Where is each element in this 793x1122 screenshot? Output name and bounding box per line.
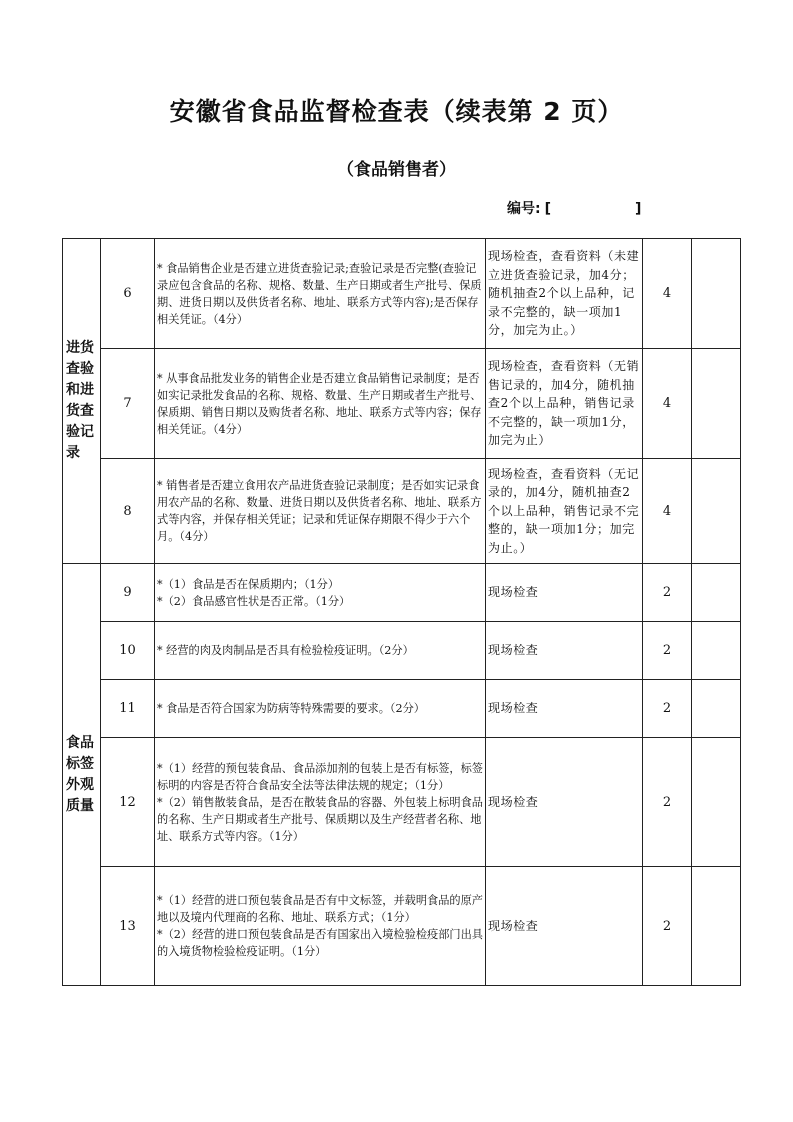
item-content: * 销售者是否建立食用农产品进货查验记录制度；是否如实记录食用农产品的名称、数量、进货日期以及供货者名称、地址、联系方式等内容，并保存相关凭证；记录和凭证保存期限不得少于六个月。（4分）: [155, 459, 486, 564]
deduction-cell[interactable]: [692, 564, 741, 622]
page-subtitle: （食品销售者）: [337, 160, 456, 180]
deduction-cell[interactable]: [692, 867, 741, 986]
page-title: 安徽省食品监督检查表（续表第 2 页）: [169, 97, 624, 126]
item-score: 4: [643, 239, 692, 349]
item-number: 9: [101, 564, 155, 622]
check-method: 现场检查: [486, 738, 643, 867]
item-content: *（1）经营的预包装食品、食品添加剂的包装上是否有标签，标签标明的内容是否符合食品安全法等法律法规的规定；（1分） *（2）销售散装食品，是否在散装食品的容器、外包装上标明食品的名称、生产日期或者生产批号、保质期以及生产经营者名称、地址、联系方式等内容。（1分）: [155, 738, 486, 867]
item-content: *（1）经营的进口预包装食品是否有中文标签，并载明食品的原产地以及境内代理商的名称、地址、联系方式；（1分） *（2）经营的进口预包装食品是否有国家出入境检验检疫部门出具的入境货物检验检疫证明。（1分）: [155, 867, 486, 986]
item-score: 2: [643, 622, 692, 680]
check-method: 现场检查，查看资料（无销售记录的，加4分，随机抽查2个以上品种，销售记录不完整的，缺一项加1分，加完为止）: [486, 349, 643, 459]
deduction-cell[interactable]: [692, 622, 741, 680]
table-row: [63, 680, 741, 738]
item-number: 12: [101, 738, 155, 867]
check-method: 现场检查: [486, 622, 643, 680]
item-score: 2: [643, 738, 692, 867]
item-content: * 从事食品批发业务的销售企业是否建立食品销售记录制度；是否如实记录批发食品的名称、规格、数量、生产日期或者生产批号、保质期、销售日期以及购货者名称、地址、联系方式等内容；保存相关凭证。（4分）: [155, 349, 486, 459]
check-method: 现场检查: [486, 680, 643, 738]
item-number: 13: [101, 867, 155, 986]
check-method: 现场检查: [486, 867, 643, 986]
category-cell: 食品标签外观质量: [63, 564, 101, 986]
item-score: 4: [643, 349, 692, 459]
check-method: 现场检查，查看资料（未建立进货查验记录，加4分；随机抽查2个以上品种，记录不完整的，缺一项加1分，加完为止。）: [486, 239, 643, 349]
item-number: 11: [101, 680, 155, 738]
item-score: 2: [643, 564, 692, 622]
item-number: 8: [101, 459, 155, 564]
doc-number-open-bracket: [: [544, 201, 552, 217]
deduction-cell[interactable]: [692, 459, 741, 564]
category-cell: 进货查验和进货查验记录: [63, 239, 101, 564]
deduction-cell[interactable]: [692, 680, 741, 738]
doc-number-close-bracket: ]: [635, 201, 642, 217]
item-content: *（1）食品是否在保质期内；（1分） *（2）食品感官性状是否正常。（1分）: [155, 564, 486, 622]
item-number: 10: [101, 622, 155, 680]
item-number: 6: [101, 239, 155, 349]
item-score: 4: [643, 459, 692, 564]
table-row: [63, 459, 741, 564]
table-row: [63, 867, 741, 986]
item-score: 2: [643, 680, 692, 738]
table-row: [63, 738, 741, 867]
doc-number: [507, 198, 641, 218]
inspection-table: [62, 238, 741, 986]
check-method: 现场检查，查看资料（无记录的，加4分，随机抽查2个以上品种，销售记录不完整的，缺一项加1分；加完为止。）: [486, 459, 643, 564]
table-row: [63, 239, 741, 349]
table-row: [63, 622, 741, 680]
doc-number-label: 编号:: [507, 201, 541, 217]
deduction-cell[interactable]: [692, 239, 741, 349]
table-row: [63, 349, 741, 459]
item-content: * 经营的肉及肉制品是否具有检验检疫证明。（2分）: [155, 622, 486, 680]
item-content: * 食品是否符合国家为防病等特殊需要的要求。（2分）: [155, 680, 486, 738]
item-score: 2: [643, 867, 692, 986]
deduction-cell[interactable]: [692, 349, 741, 459]
item-content: * 食品销售企业是否建立进货查验记录;查验记录是否完整(查验记录应包含食品的名称、规格、数量、生产日期或者生产批号、保质期、进货日期以及供货者名称、地址、联系方式等内容);是否保存相关凭证。（4分）: [155, 239, 486, 349]
item-number: 7: [101, 349, 155, 459]
table-row: [63, 564, 741, 622]
deduction-cell[interactable]: [692, 738, 741, 867]
check-method: 现场检查: [486, 564, 643, 622]
